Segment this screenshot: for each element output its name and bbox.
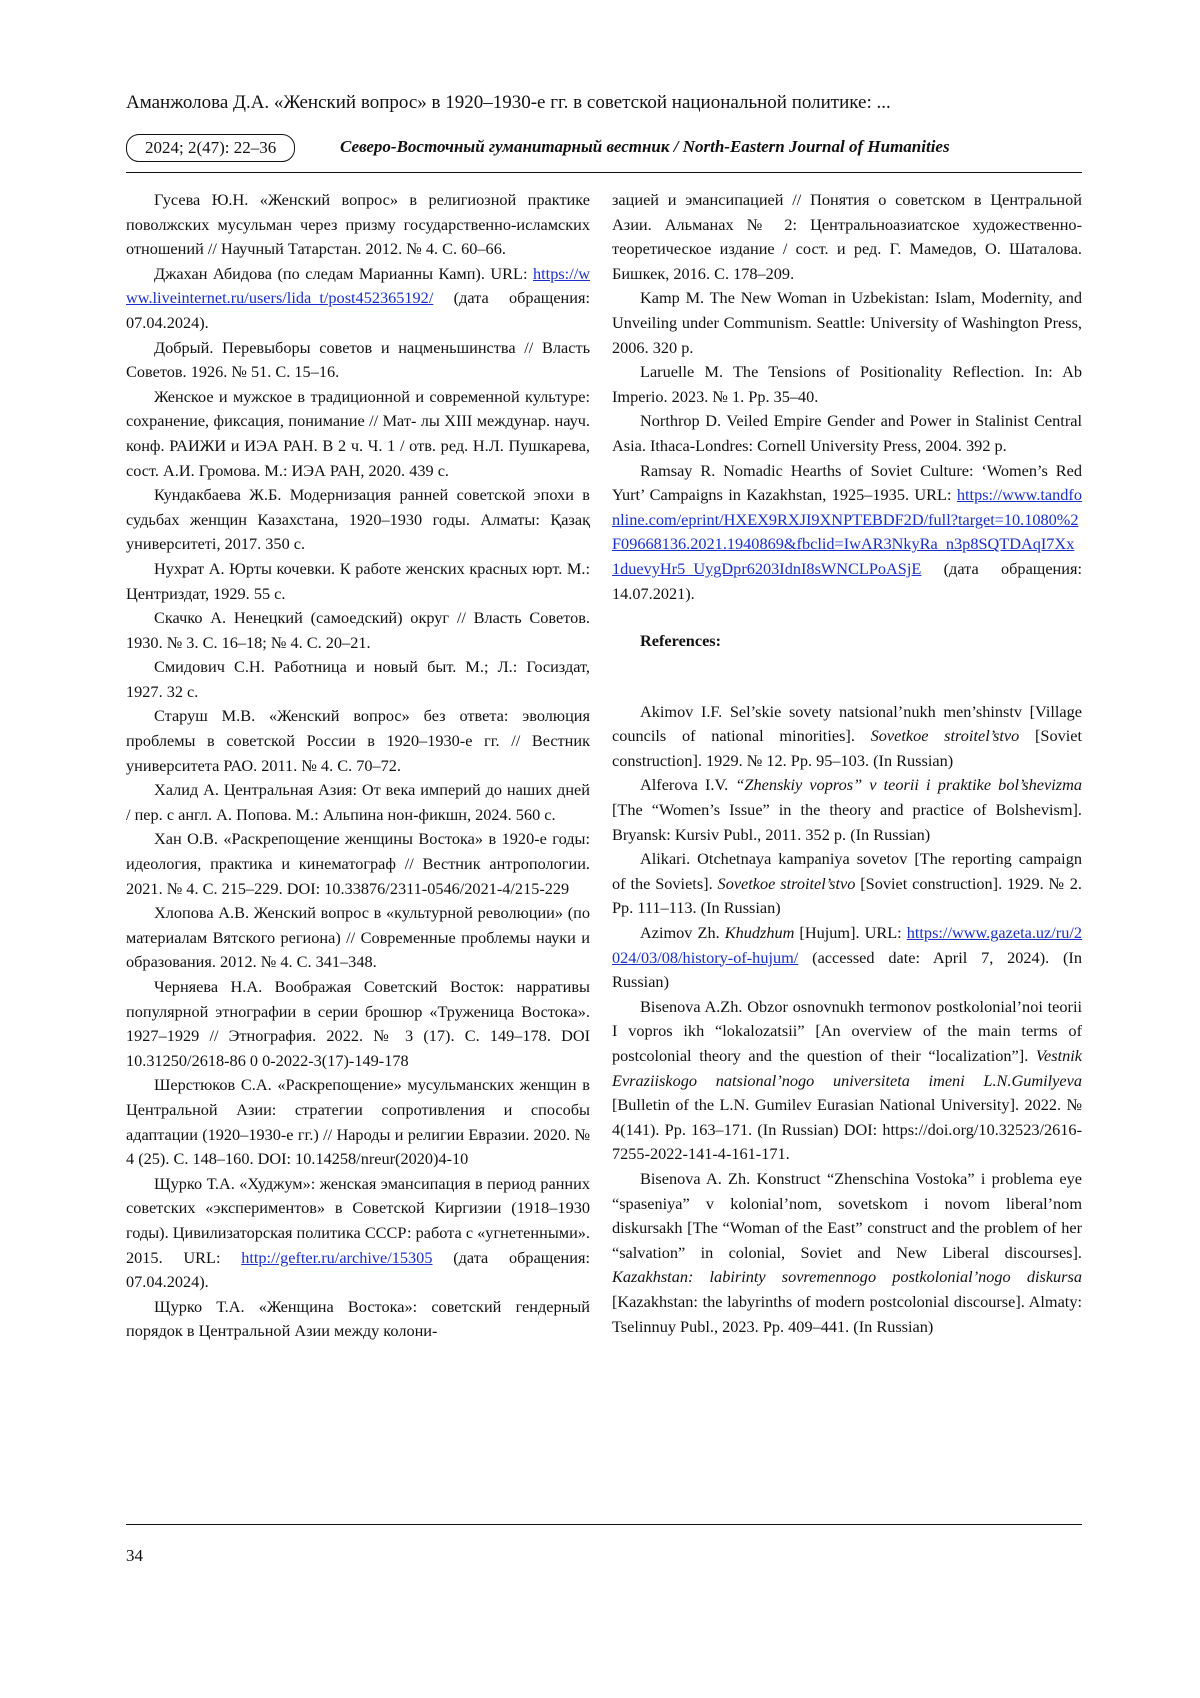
running-title: Аманжолова Д.А. «Женский вопрос» в 1920–1930-е гг. в советской национальной политике: ... xyxy=(126,92,891,113)
reference-entry: Akimov I.F. Sel’skie sovety natsional’nukh men’shinstv [Village councils of national minorities]. Sovetkoe stroitel’stvo [Soviet construction]. 1929. № 12. Pp. 95–103. (In Russian) xyxy=(612,701,1083,770)
bib-entry: Ramsay R. Nomadic Hearths of Soviet Culture: ‘Women’s Red Yurt’ Campaigns in Kazakhstan, 1925–1935. URL: https://www.tandfonline.com/eprint/HXEX9RXJI9XNPTEBDF2D/full?target=10.1080%2F09668136.2021.1940869&fbclid=IwAR3NkyRa_n3p8SQTDAqI7Xx1duevyHr5_UygDpr6203IdnI8sWNCLPoASjE (дата обращения: 14.07.2021). xyxy=(612,460,1082,603)
reference-entry: Alferova I.V. “Zhenskiy vopros” v teorii i praktike bol’shevizma [The “Women’s Issue” in the theory and practice of Bolshevism]. Bryansk: Kursiv Publ., 2011. 352 p. (In Russian) xyxy=(612,775,1082,844)
reference-entry: Alikari. Otchetnaya kampaniya sovetov [The reporting campaign of the Soviets]. Sovetkoe stroitel’stvo [Soviet construction]. 1929. № 2. Pp. 111–113. (In Russian) xyxy=(612,849,1082,918)
bib-entry: Нухрат А. Юрты кочевки. К работе женских красных юрт. М.: Центриздат, 1929. 55 с. xyxy=(126,558,590,603)
bib-entry: Northrop D. Veiled Empire Gender and Power in Stalinist Central Asia. Ithaca-Londres: Cornell University Press, 2004. 392 p. xyxy=(612,411,1082,455)
reference-link[interactable]: https://www.gazeta.uz/ru/2024/03/08/history-of-hujum/ xyxy=(612,923,1083,967)
bib-entry: Старуш М.В. «Женский вопрос» без ответа: эволюция проблемы в советской России в 1920–1930-е гг. // Вестник университета РАО. 2011. № 4. С. 70–72. xyxy=(126,706,590,775)
bib-entry: Добрый. Перевыборы советов и нацменьшинства // Власть Советов. 1926. № 51. С. 15–16. xyxy=(126,337,590,382)
bib-entry: Халид А. Центральная Азия: От века империй до наших дней / пер. с англ. А. Попова. М.: Альпина нон-фикшн, 2024. 560 с. xyxy=(126,780,590,824)
bib-entry: Laruelle M. The Tensions of Positionality Reflection. In: Ab Imperio. 2023. № 1. Pp. 35–40. xyxy=(612,362,1082,406)
reference-link[interactable]: https://www.liveinternet.ru/users/lida_t/post452365192/ xyxy=(126,263,590,308)
bib-entry: Джахан Абидова (по следам Марианны Камп). URL: https://www.liveinternet.ru/users/lida_t/post452365192/ (дата обращения: 07.04.2024). xyxy=(126,263,590,332)
reference-entry: Bisenova A.Zh. Obzor osnovnukh termonov postkolonial’noi teorii I vopros ikh “lokalozatsii” [An overview of the main terms of postcolonial theory and the question of their “localization”]. Vestnik Evraziiskogo natsional’nogo universiteta imeni L.N.Gumilyeva [Bulletin of the L.N. Gumilev Eurasian National University]. 2022. № 4(141). Pp. 163–171. (In Russian) DOI: https://doi.org/10.32523/2616-7255-2022-141-4-161-171. xyxy=(612,996,1082,1164)
bib-entry: Кундакбаева Ж.Б. Модернизация ранней советской эпохи в судьбах женщин Казахстана, 1920–1930 годы. Алматы: Қазақ университеті, 2017. 350 с. xyxy=(126,485,590,554)
reference-entry: Bisenova A. Zh. Konstruct “Zhenschina Vostoka” i problema eye “spaseniya” v kolonial’nom, sovetskom i novom liberal’nom diskursakh [The “Woman of the East” construct and the problem of her “salvation” in colonial, Soviet and New Liberal discourses]. Kazakhstan: labirinty sovremennogo postkolonial’nogo diskursa [Kazakhstan: the labyrinths of modern postcolonial discourse]. Almaty: Tselinnuy Publ., 2023. Pp. 409–441. (In Russian) xyxy=(612,1168,1082,1336)
journal-title: Северо-Восточный гуманитарный вестник / North-Eastern Journal of Humanities xyxy=(340,137,950,156)
bib-entry-continued: зацией и эмансипацией // Понятия о советском в Центральной Азии. Альманах № 2: Центральноазиатское художественно-теоретическое издание / сост. и ред. Г. Мамедов, О. Шаталова. Бишкек, 2016. С. 178–209. xyxy=(612,190,1082,283)
reference-link[interactable]: https://www.tandfonline.com/eprint/HXEX9RXJI9XNPTEBDF2D/full?target=10.1080%2F09668136.2021.1940869&fbclid=IwAR3NkyRa_n3p8SQTDAqI7Xx1duevyHr5_UygDpr6203IdnI8sWNCLPoASjE xyxy=(612,485,1082,578)
bib-entry: Шерстюков С.А. «Раскрепощение» мусульманских женщин в Центральной Азии: стратегии сопротивления и способы адаптации (1920–1930-е гг.) // Народы и религии Евразии. 2020. № 4 (25). С. 148–160. DOI: 10.14258/nreur(2020)4-10 xyxy=(126,1075,590,1169)
bib-entry: Kamp M. The New Woman in Uzbekistan: Islam, Modernity, and Unveiling under Communism. Seattle: University of Washington Press, 2006. 320 p. xyxy=(612,288,1082,357)
bib-entry: Скачко А. Ненецкий (самоедский) округ // Власть Советов. 1930. № 3. С. 16–18; № 4. С. 20–21. xyxy=(126,608,590,652)
bib-entry: Гусева Ю.Н. «Женский вопрос» в религиозной практике поволжских мусульман через призму государственно-исламских отношений // Научный Татарстан. 2012. № 4. С. 60–66. xyxy=(126,190,590,259)
bib-entry: Черняева Н.А. Воображая Советский Восток: нарративы популярной этнографии в серии брошюр «Труженица Востока». 1927–1929 // Этнография. 2022. № 3 (17). С. 149–178. DOI 10.31250/2618-86 0 0-2022-3(17)-149-178 xyxy=(126,977,590,1070)
reference-link[interactable]: http://gefter.ru/archive/15305 xyxy=(241,1247,433,1267)
footer-rule xyxy=(126,1524,1082,1525)
issue-badge: 2024; 2(47): 22–36 xyxy=(126,134,295,162)
bib-entry: Хлопова А.В. Женский вопрос в «культурной революции» (по материалам Вятского региона) // Современные проблемы науки и образования. 2012. № 4. С. 341–348. xyxy=(126,903,590,972)
right-column xyxy=(612,188,1082,1339)
bib-entry: Смидович С.Н. Работница и новый быт. М.; Л.: Госиздат, 1927. 32 с. xyxy=(126,657,590,701)
bib-entry: Щурко Т.А. «Худжум»: женская эмансипация в период ранних советских «экспериментов» в Советской Киргизии (1918–1930 годы). Цивилизаторская политика СССР: работа с «угнетенными». 2015. URL: http://gefter.ru/archive/15305 (дата обращения: 07.04.2024). xyxy=(126,1173,590,1292)
bib-entry: Щурко Т.А. «Женщина Востока»: советский гендерный порядок в Центральной Азии между колони- xyxy=(126,1296,590,1341)
header-rule xyxy=(126,172,1082,173)
left-column xyxy=(126,188,590,1344)
bib-entry: Женское и мужское в традиционной и современной культуре: сохранение, фиксация, понимание // Мат- лы XIII междунар. науч. конф. РАИЖИ и ИЭА РАН. В 2 ч. Ч. 1 / отв. ред. Н.Л. Пушкарева, сост. А.И. Громова. М.: ИЭА РАН, 2020. 439 с. xyxy=(126,386,590,480)
bib-entry: Хан О.В. «Раскрепощение женщины Востока» в 1920-е годы: идеология, практика и кинематограф // Вестник антропологии. 2021. № 4. С. 215–229. DOI: 10.33876/2311-0546/2021-4/215-229 xyxy=(126,829,590,898)
page-number: 34 xyxy=(126,1546,143,1565)
reference-entry: Azimov Zh. Khudzhum [Hujum]. URL: https://www.gazeta.uz/ru/2024/03/08/history-of-hujum/ (accessed date: April 7, 2024). (In Russian) xyxy=(612,923,1083,992)
references-heading: References: xyxy=(640,631,722,651)
